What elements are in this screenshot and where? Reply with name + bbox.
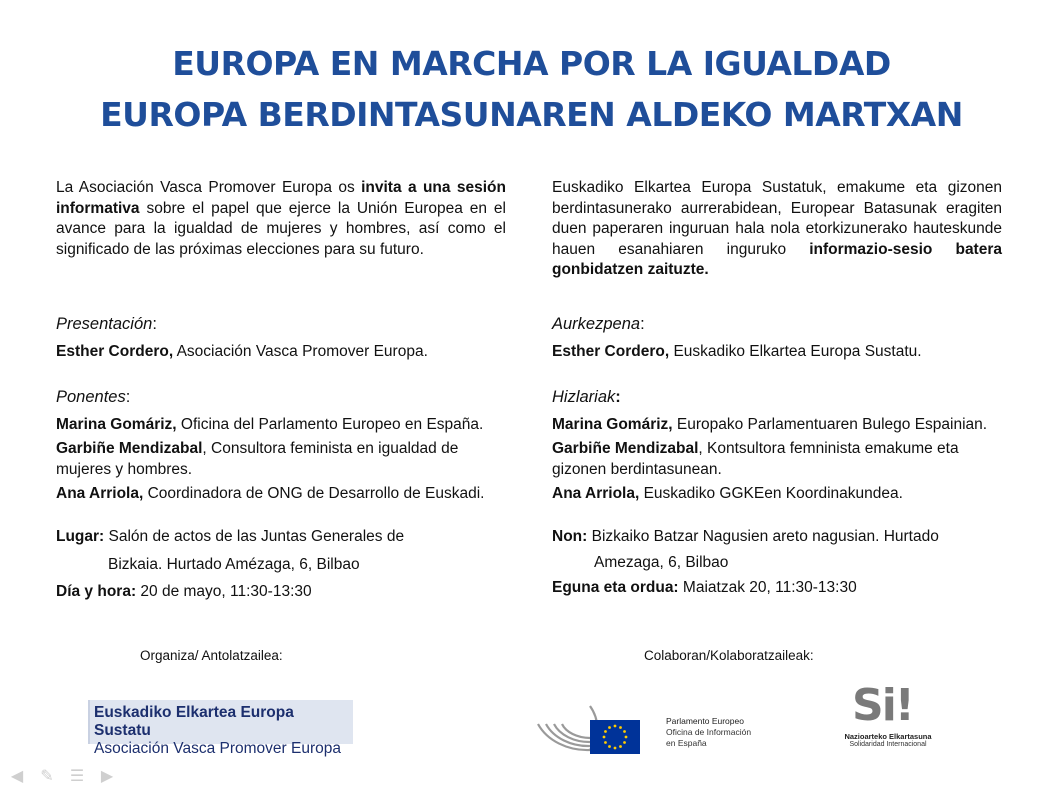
aurkezpena-label: Aurkezpena: [552,315,645,333]
intro-es: La Asociación Vasca Promover Europa os invita a una sesión informativa sobre el papel que ejerce la Unión Europea en el avance para la igualdad de mujeres y hombres, así como el significado de las próximas elecciones para su futuro. [56,179,506,258]
eu-flag-star [623,730,626,733]
non-eu-2: Amezaga, 6, Bilbao [594,554,729,571]
eu-flag-star [608,726,611,729]
speaker-eu-1: Marina Gomáriz, Europako Parlamentuaren Bulego Espainian. [552,415,988,433]
presenter-eu: Esther Cordero, Euskadiko Elkartea Europa Sustatu. [552,343,922,360]
speaker-eu-3: Ana Arriola, Euskadiko GGKEen Koordinakundea. [552,485,903,502]
title-line-2: EUROPA BERDINTASUNAREN ALDEKO MARTXAN [100,95,963,134]
slideshow-controls [8,768,116,786]
menu-icon[interactable]: ☰ [69,768,85,785]
prev-icon[interactable]: ◀ [10,768,24,785]
colaboran-label: Colaboran/Kolaboratzaileak: [644,648,814,663]
organiza-label: Organiza/ Antolatzailea: [140,648,283,663]
next-icon[interactable]: ▶ [100,768,114,785]
eu-flag-star [619,745,622,748]
euskadiko-elkartea-logo: Euskadiko Elkartea Europa Sustatu Asociación Vasca Promover Europa [88,700,353,744]
column-basque [552,178,1002,598]
column-spanish [56,178,506,602]
hizlariak-label: Hizlariak: [552,387,621,406]
eu-flag-star [625,736,628,739]
ponentes-label: Ponentes: [56,387,131,406]
parliament-hemicycle-icon [530,694,660,758]
speaker-eu-2: Garbiñe Mendizabal, Kontsultora femninista emakume eta gizonen berdintasunean. [552,440,959,478]
solidaridad-internacional-logo: Si! Nazioarteko Elkartasuna Solidaridad Internacional [844,680,932,748]
pen-icon[interactable]: ✎ [40,768,54,785]
eu-flag-star [623,741,626,744]
intro-eu: Euskadiko Elkartea Europa Sustatuk, emakume eta gizonen berdintasunerako aurrerabidean, Europear Batasunak eragiten duen paperaren inguruan hala nola etorkizunerako hauteskunde hauen esanahiaren inguruko informazio-sesio batera gonbidatzen zaituzte. [552,179,1002,278]
speaker-es-3: Ana Arriola, Coordinadora de ONG de Desarrollo de Euskadi. [56,485,485,502]
eu-flag-star [619,726,622,729]
eguna-eu: Eguna eta ordua: Maiatzak 20, 11:30-13:30 [552,578,857,596]
title-line-1: EUROPA EN MARCHA POR LA IGUALDAD [172,44,891,83]
lugar-es-2: Bizkaia. Hurtado Amézaga, 6, Bilbao [108,556,360,573]
speaker-es-1: Marina Gomáriz, Oficina del Parlamento Europeo en España. [56,415,484,433]
lugar-es: Lugar: Salón de actos de las Juntas Generales de [56,527,405,545]
presenter-es: Esther Cordero, Asociación Vasca Promover Europa. [56,343,428,360]
eu-flag-star [608,745,611,748]
eu-flag-star [614,747,617,750]
parlamento-europeo-logo: Parlamento Europeo Oficina de Información en España [530,694,770,758]
non-eu: Non: Bizkaiko Batzar Nagusien areto nagusian. Hurtado [552,527,939,545]
eu-flag-star [603,736,606,739]
eu-flag-star [604,741,607,744]
eu-flag-star [604,730,607,733]
fecha-es: Día y hora: 20 de mayo, 11:30-13:30 [56,582,312,600]
eu-flag-star [614,725,617,728]
speaker-es-2: Garbiñe Mendizabal, Consultora feminista en igualdad de mujeres y hombres. [56,440,459,478]
presentacion-label: Presentación: [56,315,157,333]
